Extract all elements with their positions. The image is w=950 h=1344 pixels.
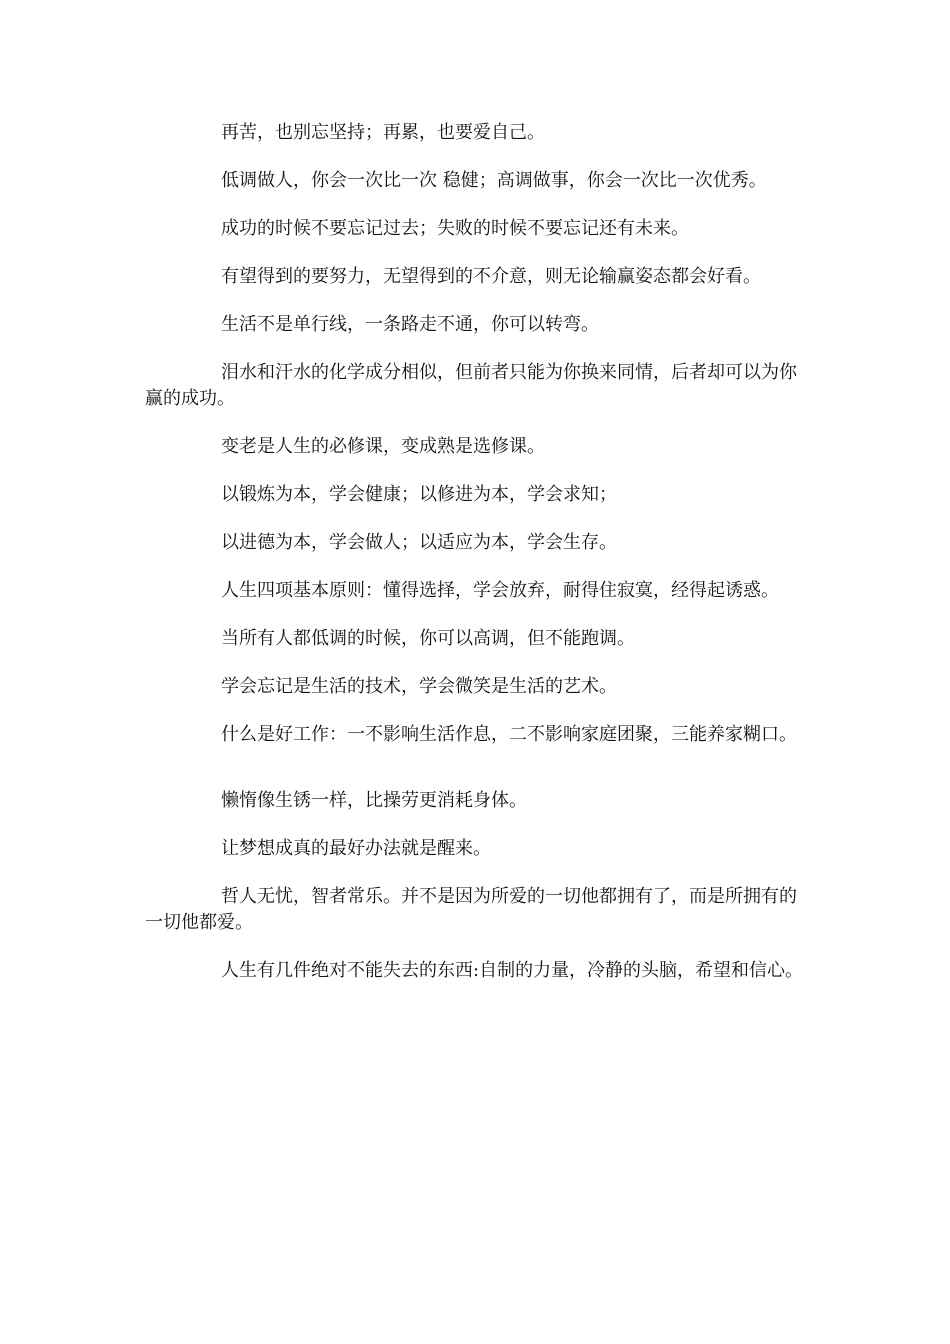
paragraph: 当所有人都低调的时候，你可以高调，但不能跑调。 xyxy=(221,628,635,649)
document-body xyxy=(145,120,810,1006)
paragraph: 哲人无忧，智者常乐。并不是因为所爱的一切他都拥有了，而是所拥有的一切他都爱。 xyxy=(145,886,797,933)
paragraph: 泪水和汗水的化学成分相似，但前者只能为你换来同情，后者却可以为你赢的成功。 xyxy=(145,362,797,409)
paragraph: 人生四项基本原则：懂得选择，学会放弃，耐得住寂寞，经得起诱惑。 xyxy=(221,580,779,601)
paragraph: 学会忘记是生活的技术，学会微笑是生活的艺术。 xyxy=(221,676,617,697)
paragraph: 再苦，也别忘坚持；再累，也要爱自己。 xyxy=(221,122,545,143)
paragraph: 懒惰像生锈一样，比操劳更消耗身体。 xyxy=(221,790,527,811)
paragraph: 有望得到的要努力，无望得到的不介意，则无论输赢姿态都会好看。 xyxy=(221,266,761,287)
paragraph: 变老是人生的必修课，变成熟是选修课。 xyxy=(221,436,545,457)
paragraph: 低调做人，你会一次比一次 稳健；高调做事，你会一次比一次优秀。 xyxy=(221,170,767,191)
paragraph: 什么是好工作：一不影响生活作息，二不影响家庭团聚，三能养家糊口。 xyxy=(221,724,797,745)
paragraph: 让梦想成真的最好办法就是醒来。 xyxy=(221,838,491,859)
paragraph: 生活不是单行线，一条路走不通，你可以转弯。 xyxy=(221,314,599,335)
paragraph: 成功的时候不要忘记过去；失败的时候不要忘记还有未来。 xyxy=(221,218,689,239)
paragraph: 以进德为本，学会做人；以适应为本，学会生存。 xyxy=(221,532,617,553)
paragraph: 人生有几件绝对不能失去的东西:自制的力量，冷静的头脑，希望和信心。 xyxy=(221,960,804,981)
paragraph: 以锻炼为本，学会健康；以修进为本，学会求知； xyxy=(221,484,617,505)
